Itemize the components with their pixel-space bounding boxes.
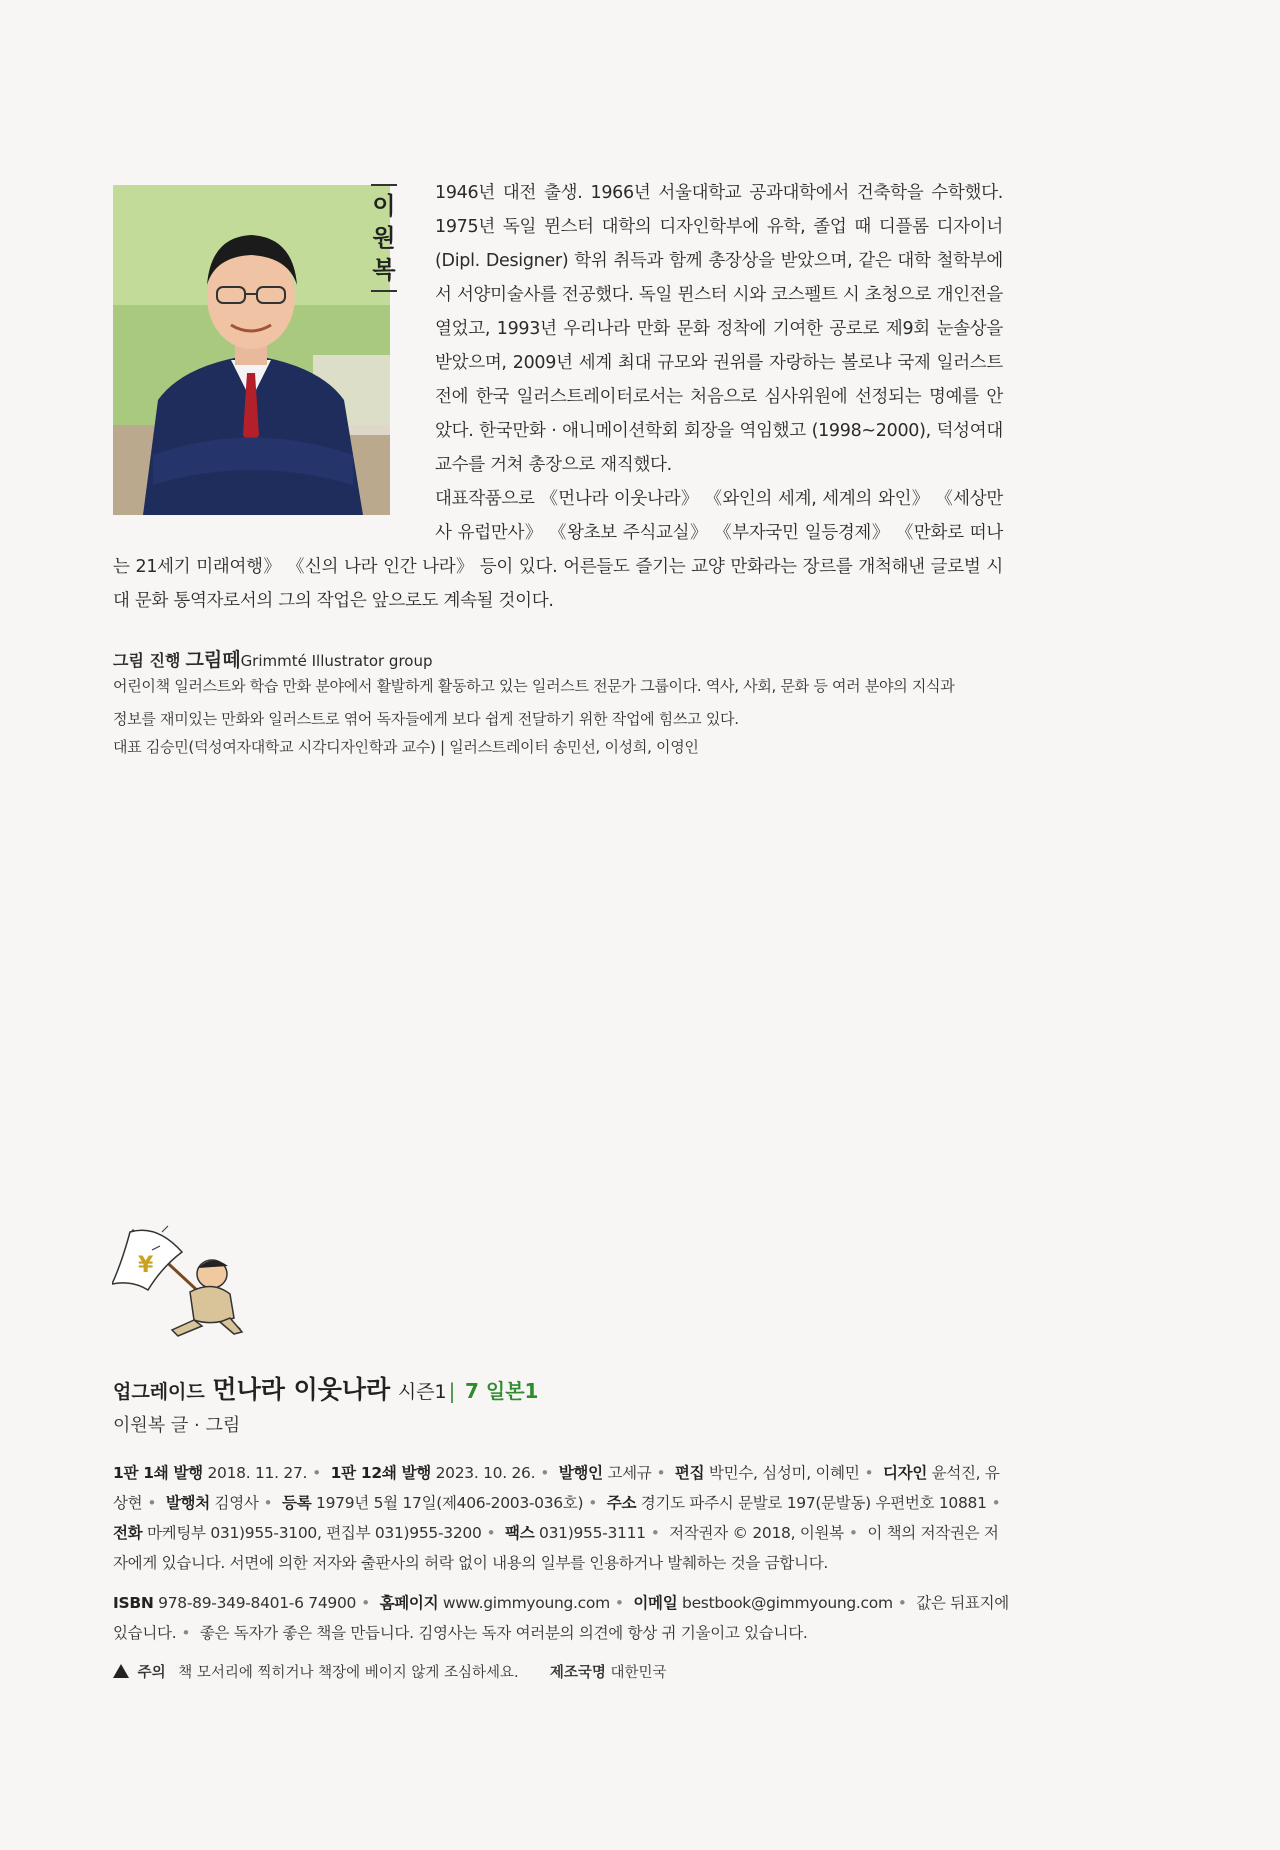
group-desc-line: 정보를 재미있는 만화와 일러스트로 엮어 독자들에게 보다 쉽게 전달하기 위한 작업에 힘쓰고 있다. [113, 710, 739, 728]
imprint-value: 031)955-3111 [539, 1524, 646, 1542]
homepage-label: 홈페이지 [379, 1594, 439, 1612]
warning-text: 책 모서리에 찍히거나 책장에 베이지 않게 조심하세요. [178, 1665, 519, 1681]
bio-line: 서양미술사를 전공했다. 독일 뮌스터 시와 코스펠트 시 초청으로 개인전을 [456, 285, 1004, 305]
book-volume: 7 일본1 [465, 1379, 539, 1403]
imprint-value: 경기도 파주시 문발로 197(문발동) 우편번호 10881 [640, 1494, 987, 1512]
publisher-motto: 좋은 독자가 좋은 책을 만듭니다. 김영사는 독자 여러분의 의견에 항상 귀 기울이고 있습니다. [199, 1624, 808, 1642]
email-label: 이메일 [633, 1594, 678, 1612]
book-byline: 이원복 글 · 그림 [113, 1415, 241, 1436]
book-title-main: 먼나라 이웃나라 [212, 1375, 391, 1404]
imprint-label: 1판 1쇄 발행 [113, 1464, 203, 1482]
imprint-value: 2018. 11. 27. [207, 1464, 308, 1482]
title-separator: | [448, 1379, 456, 1403]
isbn-info: ISBN 978-89-349-8401-6 74900 • 홈페이지 www.gimmyoung.com • 이메일 bestbook@gimmyoung.com • 값은 뒤표지에 있습니다. • 좋은 독자가 좋은 책을 만듭니다. 김영사는 독자 여러분의 의견에 항상 귀 기울이고 있습니다. [113, 1594, 1009, 1642]
bio-line: 눈솔상을 받았으며, 2009년 세계 최대 규모와 권위를 자랑하는 볼로냐 [435, 319, 1004, 373]
book-title [113, 1370, 538, 1406]
price-note: 값은 뒤표지에 있습니다. [113, 1594, 1009, 1642]
imprint-label: 발행처 [165, 1494, 210, 1512]
group-name-ko: 그림떼 [185, 649, 241, 671]
homepage-value: www.gimmyoung.com [442, 1594, 610, 1612]
imprint-label: 주소 [606, 1494, 637, 1512]
imprint-label: 1판 12쇄 발행 [330, 1464, 431, 1482]
origin-value: 대한민국 [610, 1665, 667, 1681]
book-title-prefix: 업그레이드 [113, 1381, 205, 1403]
bio-line: (1998~2000), 덕성여대 교수를 거쳐 총장으로 재직했다. [435, 421, 1003, 475]
imprint-label: 전화 [113, 1524, 143, 1542]
author-works-paragraph: 대표작품으로 《먼나라 이웃나라》 《와인의 세계, 세계의 와인》 《세상만사 유럽만사》 《왕초보 주식교실》 《부자국민 일등경제》 《만화로 떠나는 21세기 미래여행》 《신의 나라 인간 나라》 등이 있다. 어른들도 즐기는 교양 만화라는 장르를 개척해낸 글로벌 시대 문화 통역자로서의 그의 작업은 앞으로도 계속될 것이다. [113, 489, 1003, 611]
imprint-label: 등록 [282, 1494, 312, 1512]
email-value: bestbook@gimmyoung.com [682, 1594, 893, 1612]
imprint-label: 팩스 [505, 1524, 535, 1542]
warning-icon [113, 1664, 129, 1678]
warning-label: 주의 [137, 1665, 166, 1681]
isbn-value: 978-89-349-8401-6 74900 [158, 1594, 357, 1612]
author-name-char: 복 [372, 256, 396, 284]
author-bio [113, 176, 1003, 618]
imprint-copyright-note: 이 책의 저작권은 저자에게 있습니다. 서면에 의한 저자와 출판사의 허락 없이 내용의 일부를 인용하거나 발췌하는 것을 금합니다. [113, 1524, 999, 1572]
illustration-group-representative: 대표 김승민(덕성여자대학교 시각디자인학과 교수) | 일러스트레이터 송민선, 이성희, 이영인 [113, 738, 699, 756]
imprint-value: 김영사 [214, 1494, 259, 1512]
bio-line: 1946년 대전 출생. 1966년 서울대학교 공과대학에서 건축학을 수학했다. [435, 183, 1003, 203]
bio-line: 선정되는 명예를 안았다. 한국만화 · 애니메이션학회 회장을 역임했고 [435, 387, 1004, 441]
imprint-label: 발행인 [558, 1464, 603, 1482]
bio-line: 열었고, 1993년 우리나라 만화 문화 정착에 기여한 공로로 제9회 [435, 319, 930, 339]
bio-line: (Dipl. Designer) 학위 취득과 함께 총장상을 받았으며, 같은 대학 철학부에서 [435, 251, 1003, 305]
bio-line: 1975년 독일 뮌스터 대학의 디자인학부에 유학, 졸업 때 디플롬 디자이너 [435, 217, 1003, 237]
author-name-char: 원 [372, 224, 396, 252]
safety-warning [113, 1661, 667, 1682]
imprint-value: 2023. 10. 26. [435, 1464, 536, 1482]
imprint-info: 1판 1쇄 발행 2018. 11. 27. • 1판 12쇄 발행 2023. 10. 26. • 발행인 고세규 • 편집 박민수, 심성미, 이혜민 • 디자인 윤석진, 유상현 • 발행처 김영사 • 등록 1979년 5월 17일(제406-2003-036호) • 주소 경기도 파주시 문발로 197(문발동) 우편번호 10881 • 전화 마케팅부 031)955-3100, 편집부 031)955-3200 • 팩스 031)955-3111 • 저작권자 © 2018, 이원복 • 이 책의 저작권은 저자에게 있습니다. 서면에 의한 저자와 출판사의 허락 없이 내용의 일부를 인용하거나 발췌하는 것을 금합니다. [113, 1464, 1001, 1572]
svg-text:¥: ¥ [138, 1253, 154, 1278]
imprint-value: 고세규 [607, 1464, 652, 1482]
imprint-copyright: 저작권자 © 2018, 이원복 [669, 1524, 844, 1542]
group-desc-line: 어린이책 일러스트와 학습 만화 분야에서 활발하게 활동하고 있는 일러스트 전문가 그룹이다. 역사, 사회, 문화 등 여러 분야의 지식과 [113, 677, 955, 695]
illustration-group-title [113, 645, 1013, 672]
imprint-label: 디자인 [882, 1464, 928, 1482]
isbn-label: ISBN [113, 1594, 154, 1612]
imprint-label: 편집 [674, 1464, 705, 1482]
imprint-value: 마케팅부 031)955-3100, 편집부 031)955-3200 [147, 1524, 482, 1542]
imprint-value: 박민수, 심성미, 이혜민 [708, 1464, 860, 1482]
group-label: 그림 진행 [113, 651, 181, 670]
mascot-illustration [112, 1222, 262, 1337]
origin-label: 제조국명 [549, 1665, 606, 1681]
author-name-char: 이 [372, 192, 396, 220]
group-name-en: Grimmté Illustrator group [240, 652, 433, 670]
imprint-value: 1979년 5월 17일(제406-2003-036호) [316, 1494, 584, 1512]
bio-line: 국제 일러스트전에 한국 일러스트레이터로서는 처음으로 심사위원에 [435, 353, 1004, 407]
illustration-group-description [113, 670, 1013, 736]
book-season: 시즌1 [397, 1381, 447, 1403]
imprint-value: 윤석진, 유상현 [113, 1464, 1000, 1512]
